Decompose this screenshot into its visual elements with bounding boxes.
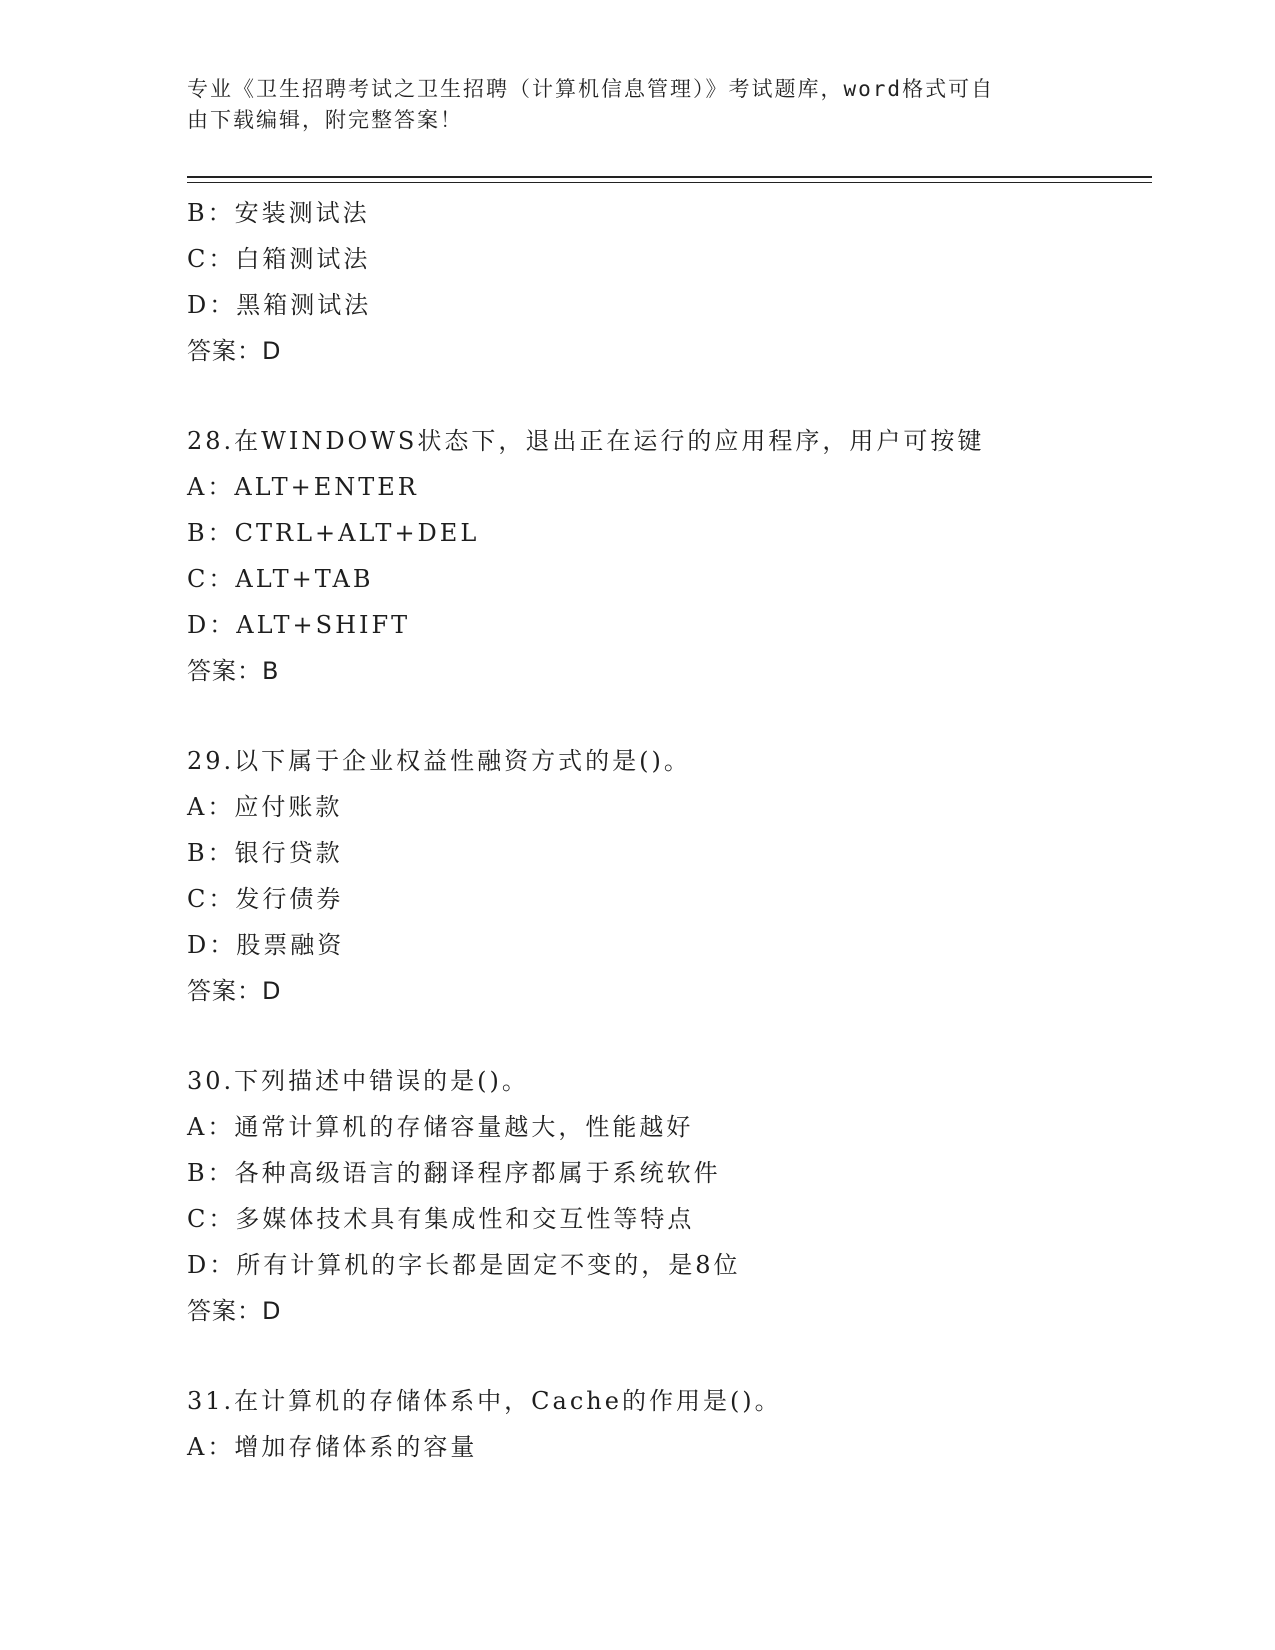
answer-line: 答案：D xyxy=(187,977,282,1005)
question-stem: 29.以下属于企业权益性融资方式的是()。 xyxy=(187,747,691,775)
option-a: A：增加存储体系的容量 xyxy=(187,1433,478,1461)
option-b: B：安装测试法 xyxy=(187,199,370,227)
option-d: D：股票融资 xyxy=(187,931,345,959)
option-a: A：应付账款 xyxy=(187,793,343,821)
question-stem: 30.下列描述中错误的是()。 xyxy=(187,1067,529,1095)
option-b: B：银行贷款 xyxy=(187,839,343,867)
question-spacer xyxy=(187,374,1152,418)
header-divider-thick xyxy=(187,176,1152,178)
option-c: C：白箱测试法 xyxy=(187,245,371,273)
question-stem: 28.在WINDOWS状态下，退出正在运行的应用程序，用户可按键 xyxy=(187,427,985,455)
option-a: A：通常计算机的存储容量越大，性能越好 xyxy=(187,1113,694,1141)
question-31 xyxy=(187,1378,1152,1470)
option-c: C：发行债券 xyxy=(187,885,344,913)
question-28 xyxy=(187,418,1152,694)
answer-line: 答案：B xyxy=(187,657,280,685)
answer-line: 答案：D xyxy=(187,337,282,365)
option-d: D：ALT+SHIFT xyxy=(187,611,411,639)
question-spacer xyxy=(187,694,1152,738)
header-line-2: 由下载编辑，附完整答案！ xyxy=(187,108,463,132)
header-line-1: 专业《卫生招聘考试之卫生招聘（计算机信息管理）》考试题库，word格式可自 xyxy=(187,77,995,101)
question-spacer xyxy=(187,1014,1152,1058)
option-d: D：所有计算机的字长都是固定不变的，是8位 xyxy=(187,1251,741,1279)
option-b: B：CTRL+ALT+DEL xyxy=(187,519,480,547)
question-spacer xyxy=(187,1334,1152,1378)
option-c: C：多媒体技术具有集成性和交互性等特点 xyxy=(187,1205,695,1233)
question-27-continued xyxy=(187,190,1152,374)
question-stem: 31.在计算机的存储体系中，Cache的作用是()。 xyxy=(187,1387,782,1415)
option-b: B：各种高级语言的翻译程序都属于系统软件 xyxy=(187,1159,721,1187)
document-header xyxy=(187,74,1087,136)
header-divider-thin xyxy=(187,182,1152,183)
option-d: D：黑箱测试法 xyxy=(187,291,372,319)
question-30 xyxy=(187,1058,1152,1334)
answer-line: 答案：D xyxy=(187,1297,282,1325)
question-29 xyxy=(187,738,1152,1014)
option-a: A：ALT+ENTER xyxy=(187,473,419,501)
option-c: C：ALT+TAB xyxy=(187,565,374,593)
question-content xyxy=(187,190,1152,1470)
